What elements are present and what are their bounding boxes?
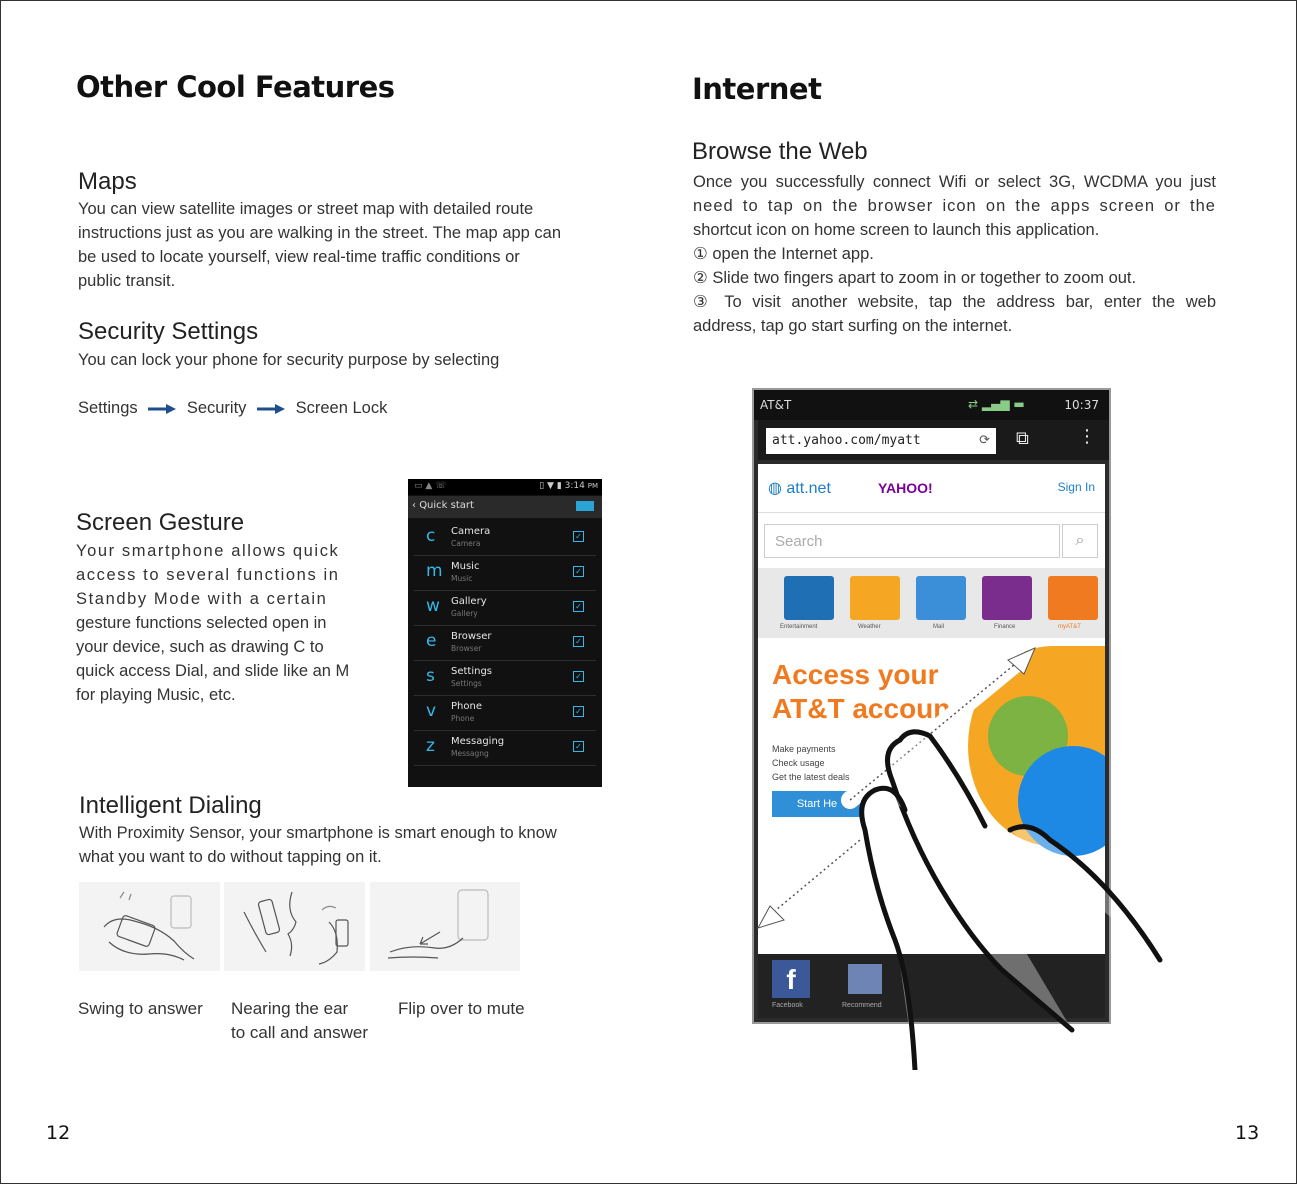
quick-start-row[interactable] [414, 521, 596, 556]
browse-line: Once you successfully connect Wifi or select 3G, WCDMA you just [693, 173, 1216, 191]
quick-start-screenshot [408, 479, 602, 787]
ear-illustration [224, 882, 365, 971]
search-icon[interactable]: ⌕ [1062, 524, 1098, 558]
mail-tile[interactable] [916, 576, 966, 620]
path-screen-lock: Screen Lock [295, 399, 388, 417]
app-sub: Phone [451, 714, 475, 723]
gesture-letter: v [426, 701, 437, 721]
dialing-line: what you want to do without tapping on it. [79, 848, 382, 866]
app-sub: Gallery [451, 609, 478, 618]
toggle-switch[interactable] [576, 501, 594, 511]
myatt-tile[interactable] [1048, 576, 1098, 620]
checkbox[interactable]: ✓ [573, 636, 584, 647]
maps-text [78, 197, 606, 293]
browse-step-3b: address, tap go start surfing on the internet. [693, 317, 1013, 335]
quick-start-row[interactable] [414, 696, 596, 731]
gesture-letter: c [426, 526, 436, 546]
security-text: You can lock your phone for security purpose by selecting [78, 351, 500, 369]
caption-ear: Nearing the ear [231, 999, 349, 1018]
app-name: Phone [451, 701, 482, 712]
gesture-letter: e [426, 631, 437, 651]
caption-swing: Swing to answer [78, 999, 203, 1018]
address-bar [758, 420, 1109, 460]
app-name: Music [451, 561, 480, 572]
gesture-line: Standby Mode with a certain [76, 590, 328, 608]
app-name: Browser [451, 631, 492, 642]
site-header [758, 464, 1105, 513]
maps-line: instructions just as you are walking in the street. The map app can [78, 224, 562, 242]
quick-start-row[interactable] [414, 556, 596, 591]
phone-time: 10:37 [1064, 398, 1099, 412]
gesture-letter: z [426, 736, 435, 756]
gesture-letter: w [426, 596, 440, 616]
weather-tile[interactable] [850, 576, 900, 620]
browse-line: need to tap on the browser icon on the apps screen or the [693, 197, 1216, 215]
sign-in-link[interactable]: Sign In [1057, 480, 1095, 494]
app-name: Camera [451, 526, 491, 537]
gesture-line: access to several functions in [76, 566, 340, 584]
checkbox[interactable]: ✓ [573, 741, 584, 752]
status-bar [408, 479, 602, 495]
maps-line: You can view satellite images or street map with detailed route [78, 200, 534, 218]
promo-headline: Access your AT&T accoun [772, 659, 951, 724]
browse-title: Browse the Web [692, 138, 868, 165]
arrow-right-icon [257, 404, 285, 414]
security-title: Security Settings [78, 318, 259, 345]
yahoo-logo: YAHOO! [878, 480, 933, 496]
att-logo: ◍ att.net [768, 480, 831, 497]
checkbox[interactable]: ✓ [573, 601, 584, 612]
path-settings: Settings [78, 399, 138, 417]
quick-start-row[interactable] [414, 591, 596, 626]
browse-line: shortcut icon on home screen to launch this application. [693, 221, 1100, 239]
app-name: Messaging [451, 736, 505, 747]
refresh-icon[interactable]: ⟳ [979, 433, 990, 448]
checkbox[interactable]: ✓ [573, 531, 584, 542]
app-sub: Messagng [451, 749, 489, 758]
phone-status-bar [754, 390, 1109, 420]
app-sub: Camera [451, 539, 481, 548]
url-input[interactable]: att.yahoo.com/myatt ⟳ [766, 428, 996, 454]
page-number-right: 13 [1235, 1122, 1260, 1144]
gesture-line: your device, such as drawing C to [76, 638, 324, 656]
facebook-icon[interactable]: f [772, 960, 810, 998]
gesture-letter: s [426, 666, 435, 686]
gesture-letter: m [426, 561, 443, 581]
entertainment-tile[interactable] [784, 576, 834, 620]
app-sub: Browser [451, 644, 482, 653]
page-number-left: 12 [46, 1122, 71, 1144]
start-button[interactable]: Start He [772, 791, 862, 817]
menu-icon[interactable]: ⋮ [1078, 426, 1096, 446]
browse-step-3: ③ To visit another website, tap the address bar, enter the web [693, 293, 1216, 311]
browse-step-1: ① open the Internet app. [693, 245, 874, 263]
maps-title: Maps [78, 168, 137, 195]
checkbox[interactable]: ✓ [573, 706, 584, 717]
browse-text [693, 170, 1216, 338]
quick-start-label: ‹ Quick start [412, 500, 474, 511]
tabs-icon[interactable]: ⧉ [1016, 428, 1029, 448]
promo-list: Make payments Check usage Get the latest deals [772, 744, 850, 782]
security-path [78, 396, 387, 420]
status-time: ▯ ▼ ▮ 3:14 PM [539, 481, 598, 491]
browse-step-2: ② Slide two fingers apart to zoom in or together to zoom out. [693, 269, 1137, 287]
gesture-text [76, 539, 363, 707]
search-field[interactable]: Search [764, 524, 1060, 558]
path-security: Security [186, 399, 247, 417]
gesture-line: for playing Music, etc. [76, 686, 236, 704]
quick-start-row[interactable] [414, 731, 596, 766]
app-sub: Settings [451, 679, 482, 688]
facebook-label: Facebook [772, 1002, 803, 1009]
dialing-title: Intelligent Dialing [79, 792, 262, 819]
caption-ear-2: to call and answer [231, 1023, 369, 1042]
ear-face-icon [224, 882, 365, 971]
maps-line: public transit. [78, 272, 176, 290]
page-heading-left: Other Cool Features [76, 70, 395, 104]
maps-line: be used to locate yourself, view real-time traffic conditions or [78, 248, 520, 266]
swing-hand-icon [79, 882, 220, 971]
pinch-gesture-hand-icon [750, 640, 1180, 1070]
app-sub: Music [451, 574, 473, 583]
gesture-line: Your smartphone allows quick [76, 542, 340, 560]
quick-start-row[interactable] [414, 626, 596, 661]
quick-start-row[interactable] [414, 661, 596, 696]
swing-illustration [79, 882, 220, 971]
quick-start-bar [408, 496, 602, 518]
web-page: ◍ att.net YAHOO! Sign In Search ⌕ Entertainment Weather Mail Finance myAT&T Access your AT&T accoun Make payments Check usage Get the latest deals Start He [758, 464, 1105, 954]
app-name: Gallery [451, 596, 487, 607]
app-name: Settings [451, 666, 493, 677]
signal-icons: ⇄ ▂▄▆ ▬ [968, 397, 1025, 411]
gesture-line: gesture functions selected open in [76, 614, 327, 632]
dialing-line: With Proximity Sensor, your smartphone is smart enough to know [79, 824, 557, 842]
checkbox[interactable]: ✓ [573, 566, 584, 577]
flip-phone-icon [370, 882, 520, 971]
gesture-title: Screen Gesture [76, 509, 245, 536]
carrier-label: AT&T [760, 398, 792, 412]
notification-icons: ▭ ▲ ☏ [414, 481, 447, 491]
flip-illustration [370, 882, 520, 971]
page-heading-right: Internet [692, 72, 822, 106]
checkbox[interactable]: ✓ [573, 671, 584, 682]
arrow-right-icon [148, 404, 176, 414]
gesture-line: quick access Dial, and slide like an M [76, 662, 350, 680]
finance-tile[interactable] [982, 576, 1032, 620]
recommend-label: Recommend [842, 1002, 882, 1009]
caption-flip: Flip over to mute [398, 999, 525, 1018]
